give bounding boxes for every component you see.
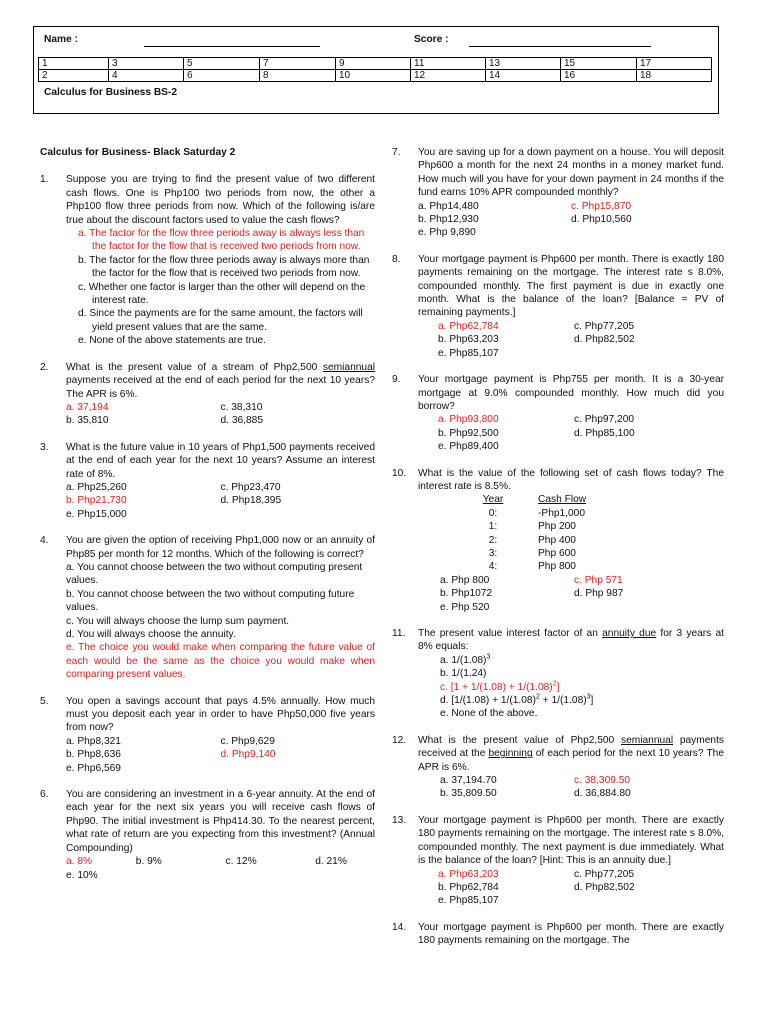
- question-11: [392, 627, 724, 721]
- option-c[interactable]: [440, 681, 724, 694]
- exponent: 3: [486, 653, 491, 661]
- underlined-term: semiannual: [620, 734, 674, 746]
- exponent: 2: [536, 693, 540, 701]
- option-e[interactable]: e. Php 520: [440, 601, 490, 613]
- name-field-line[interactable]: [144, 46, 320, 47]
- table-row: [448, 560, 628, 573]
- question-number: 3.: [40, 441, 49, 453]
- left-column: [40, 146, 375, 895]
- score-grid-row-odd: [39, 58, 712, 70]
- option-a[interactable]: a. 8%: [66, 856, 93, 868]
- option-d[interactable]: d. 21%: [315, 856, 347, 868]
- option-a[interactable]: a. Php 800: [440, 574, 490, 586]
- question-7: [392, 146, 724, 240]
- underlined-term: beginning: [488, 748, 533, 760]
- question-12: [392, 734, 724, 801]
- grid-cell: 17: [637, 58, 712, 70]
- bracket: ]: [556, 681, 560, 693]
- option-c[interactable]: c. Php77,205: [574, 868, 635, 880]
- header-box: [33, 26, 719, 114]
- question-text: What is the value of the following set of cash flows today? The interest rate is 8.5%.: [418, 467, 724, 492]
- question-number: 12.: [392, 734, 407, 746]
- text-part: of each period for the next 10 years? The APR is 6%.: [418, 748, 724, 773]
- question-1: [40, 173, 375, 347]
- option-a[interactable]: a. 37,194: [66, 401, 109, 413]
- text-part: The present value interest factor of an: [418, 628, 603, 639]
- text-part: for 3 years at 8% equals:: [418, 628, 724, 653]
- option-text: a. 1/(1.08): [440, 654, 487, 666]
- options: [66, 855, 375, 882]
- option-b[interactable]: b. Php12,930: [418, 214, 479, 226]
- option-c[interactable]: c. Php23,470: [220, 481, 281, 493]
- question-text: [418, 627, 724, 654]
- grid-cell: 11: [411, 58, 486, 70]
- question-5: [40, 695, 375, 775]
- question-number: 14.: [392, 921, 407, 933]
- option-d[interactable]: d. Php85,100: [574, 427, 635, 439]
- question-number: 11.: [392, 628, 406, 639]
- year-header: Year: [482, 494, 504, 506]
- option-b[interactable]: b. 1/(1.24): [440, 668, 487, 680]
- score-grid: [38, 57, 712, 82]
- grid-cell: 3: [109, 58, 184, 70]
- table-row: [448, 520, 628, 533]
- grid-cell: 18: [637, 70, 712, 82]
- flow-cell: Php 600: [538, 547, 576, 559]
- question-number: 10.: [392, 467, 407, 479]
- option-c[interactable]: c. Php97,200: [574, 414, 635, 426]
- option-c[interactable]: c. Php77,205: [574, 320, 635, 332]
- option-a[interactable]: [440, 654, 724, 667]
- option-b[interactable]: b. Php8,636: [66, 749, 121, 761]
- question-number: 6.: [40, 789, 49, 801]
- options: [440, 774, 724, 801]
- text-part: payments received at the: [418, 734, 725, 760]
- options: [438, 413, 724, 453]
- option-b[interactable]: b. Php1072: [440, 588, 493, 600]
- option-c[interactable]: c. 12%: [225, 856, 257, 868]
- grid-cell: 10: [336, 70, 411, 82]
- grid-cell: 2: [39, 70, 109, 82]
- underlined-term: annuity due: [602, 628, 657, 639]
- option-b[interactable]: b. Php63,203: [438, 334, 499, 346]
- grid-cell: 8: [260, 70, 336, 82]
- course-label: Calculus for Business BS-2: [44, 87, 178, 98]
- option-e[interactable]: e. Php85,107: [438, 895, 499, 907]
- table-row: [448, 534, 628, 547]
- right-column: [392, 146, 724, 961]
- question-text: You open a savings account that pays 4.5% annually. How much must you deposit each year in order to have Php50,000 five years from now?: [66, 695, 375, 734]
- bracket: ]: [590, 695, 594, 707]
- options: [440, 654, 724, 721]
- option-d[interactable]: d. 36,884.80: [574, 788, 631, 800]
- option-d[interactable]: d. Since the payments are for the same amount, the factors will yield present values that are the same.: [78, 308, 363, 333]
- option-text: + 1/(1.08): [539, 695, 587, 707]
- options: [438, 320, 724, 360]
- option-c[interactable]: c. 38,309.50: [574, 775, 631, 787]
- question-text: Your mortgage payment is Php600 per month. There are exactly 180 payments remaining on the mortgage. The interest rate s 8.0%, compounded monthly. The next payment is due immediately. What is the balance of the loan? [Hint: This is an annuity due.]: [418, 814, 724, 867]
- question-text: Your mortgage payment is Php755 per month. It is a 30-year mortgage at 9.0% compounded monthly. How much did you borrow?: [418, 374, 724, 412]
- question-6: [40, 788, 375, 882]
- option-b[interactable]: b. 35,810: [66, 415, 109, 427]
- option-b[interactable]: b. Php92,500: [438, 427, 499, 439]
- grid-cell: 1: [39, 58, 109, 70]
- grid-cell: 5: [184, 58, 260, 70]
- option-b[interactable]: b. Php62,784: [438, 881, 499, 893]
- option-text: c. [1 + 1/(1.08) + 1/(1.08): [440, 681, 553, 693]
- flow-cell: Php 800: [538, 561, 576, 573]
- option-a[interactable]: a. The factor for the flow three periods away is always less than the factor for the flow that is received two periods from now.: [78, 228, 365, 253]
- flow-cell: Php 200: [538, 521, 576, 533]
- text-part: payments received at the end of each period for the next 10 years? The APR is 6%.: [66, 375, 375, 400]
- question-number: 7.: [392, 147, 401, 158]
- option-e[interactable]: e. None of the above.: [440, 708, 538, 720]
- question-number: 13.: [392, 814, 407, 826]
- cash-flow-table: [448, 493, 628, 573]
- text-part: What is the present value of Php2,500: [418, 734, 621, 746]
- underlined-term: semiannual: [322, 361, 375, 373]
- grid-cell: 15: [561, 58, 637, 70]
- question-text: What is the future value in 10 years of Php1,500 payments received at the end of each year for the next 10 years? Assume an interest rate of 8%.: [66, 441, 375, 480]
- option-d[interactable]: d. Php82,502: [574, 881, 635, 893]
- option-e[interactable]: e. Php 9,890: [418, 227, 476, 239]
- option-c[interactable]: c. You will always choose the lump sum payment.: [66, 615, 290, 627]
- option-c[interactable]: c. 38,310: [220, 401, 263, 413]
- option-d[interactable]: d. Php10,560: [571, 214, 632, 226]
- cash-flow-header: Cash Flow: [538, 494, 587, 506]
- question-2: [40, 361, 375, 428]
- option-e[interactable]: e. Php85,107: [438, 347, 499, 359]
- options: [418, 200, 724, 240]
- option-c[interactable]: c. Php15,870: [571, 200, 632, 212]
- flow-cell: -Php1,000: [538, 507, 586, 519]
- option-e[interactable]: e. Php6,569: [66, 762, 121, 774]
- option-a[interactable]: a. 37,194.70: [440, 775, 497, 787]
- name-label: Name :: [44, 34, 78, 45]
- grid-cell: 14: [486, 70, 561, 82]
- option-b[interactable]: b. The factor for the flow three periods away is always more than the factor for the flow that is received two periods from now.: [78, 254, 370, 280]
- question-14: [392, 921, 724, 948]
- question-text: Your mortgage payment is Php600 per month. There is exactly 180 payments remaining on the mortgage. The interest rate s 8.0%, compounded monthly. The first payment is due in exactly one month. What is the balance of the loan? [Balance = PV of remaining payments.]: [418, 253, 724, 319]
- table-row: [448, 547, 628, 560]
- table-header-row: [448, 493, 628, 506]
- flow-cell: Php 400: [538, 534, 576, 546]
- option-b[interactable]: b. 35,809.50: [440, 788, 497, 800]
- option-e[interactable]: e. The choice you would make when comparing the future value of each would be the same as the choice you would make when comparing present values.: [66, 642, 375, 681]
- option-e[interactable]: e. 10%: [66, 869, 98, 881]
- question-text: Your mortgage payment is Php600 per month. There are exactly 180 payments remaining on the mortgage. The: [418, 921, 724, 947]
- option-d[interactable]: d. Php 987: [574, 588, 624, 600]
- question-text: You are saving up for a down payment on a house. You will deposit Php600 a month for the next 24 months in a money market fund. How much will you have for your down payment in 24 months if the fund earns 10% APR compounded monthly?: [418, 147, 724, 199]
- table-row: [448, 507, 628, 520]
- question-number: 4.: [40, 535, 49, 547]
- exponent: 3: [586, 693, 591, 701]
- year-cell: 3:: [488, 547, 498, 559]
- year-cell: 4:: [488, 561, 498, 573]
- option-d[interactable]: d. You will always choose the annuity.: [66, 629, 236, 640]
- grid-cell: 16: [561, 70, 637, 82]
- option-a[interactable]: a. Php25,260: [66, 481, 127, 493]
- question-number: 5.: [40, 695, 49, 707]
- question-10: [392, 467, 724, 614]
- question-8: [392, 253, 724, 360]
- grid-cell: 4: [109, 70, 184, 82]
- options: [440, 574, 724, 614]
- options: [66, 561, 375, 682]
- question-number: 9.: [392, 374, 401, 386]
- grid-cell: 12: [411, 70, 486, 82]
- option-c[interactable]: c. Whether one factor is larger than the other will depend on the interest rate.: [78, 281, 366, 307]
- option-b[interactable]: b. You cannot choose between the two without computing future values.: [66, 588, 355, 614]
- option-d[interactable]: d. 36,885: [220, 415, 263, 427]
- question-number: 1.: [40, 174, 49, 186]
- options: [66, 227, 375, 348]
- header-row: [44, 33, 704, 49]
- option-c[interactable]: c. Php 571: [574, 574, 623, 586]
- question-9: [392, 373, 724, 453]
- option-a[interactable]: a. Php8,321: [66, 735, 121, 747]
- options: [66, 401, 375, 428]
- question-number: 2.: [40, 361, 49, 373]
- options: [66, 735, 375, 775]
- exponent: 2: [552, 680, 557, 688]
- options: [66, 481, 375, 521]
- option-d[interactable]: d. Php9,140: [220, 749, 276, 761]
- question-4: [40, 534, 375, 681]
- question-text: [66, 361, 375, 401]
- option-b[interactable]: b. 9%: [135, 856, 162, 868]
- options: [438, 868, 724, 908]
- year-cell: 0:: [488, 507, 498, 519]
- option-a[interactable]: a. Php62,784: [438, 320, 499, 332]
- score-field-line[interactable]: [469, 46, 651, 47]
- grid-cell: 7: [260, 58, 336, 70]
- option-c[interactable]: c. Php9,629: [220, 735, 275, 747]
- option-e[interactable]: e. Php89,400: [438, 441, 499, 453]
- option-b[interactable]: b. Php21,730: [66, 495, 127, 507]
- option-text: d. [1/(1.08) + 1/(1.08): [440, 695, 536, 707]
- year-cell: 1:: [488, 521, 498, 533]
- year-cell: 2:: [488, 534, 498, 546]
- question-number: 8.: [392, 253, 401, 265]
- question-3: [40, 441, 375, 521]
- question-text: [418, 734, 724, 774]
- question-text: Suppose you are trying to find the present value of two different cash flows. One is Php100 two periods from now, the other a Php100 flow three periods from now. Which of the following is/are true about the discount factors used to value the cash flows?: [66, 174, 375, 226]
- option-d[interactable]: d. Php82,502: [574, 334, 635, 346]
- section-title: Calculus for Business- Black Saturday 2: [40, 147, 236, 158]
- option-d[interactable]: d. Php18,395: [220, 495, 282, 507]
- question-13: [392, 814, 724, 908]
- score-grid-row-even: [39, 70, 712, 82]
- option-a[interactable]: a. You cannot choose between the two without computing present values.: [66, 561, 363, 587]
- grid-cell: 9: [336, 58, 411, 70]
- option-d[interactable]: [440, 694, 724, 707]
- option-a[interactable]: a. Php93,800: [438, 414, 499, 426]
- option-a[interactable]: a. Php14,480: [418, 200, 479, 212]
- text-part: What is the present value of a stream of Php2,500: [66, 361, 323, 373]
- score-label: Score :: [414, 34, 449, 45]
- option-a[interactable]: a. Php63,203: [438, 868, 499, 880]
- question-text: You are considering an investment in a 6-year annuity. At the end of each year for the next six years you will receive cash flows of Php90. The initial investment is Php414.30. To the nearest percent, what rate of return are you expecting from this investment? (Annual Compounding): [66, 789, 375, 854]
- option-e[interactable]: e. Php15,000: [66, 508, 127, 520]
- grid-cell: 13: [486, 58, 561, 70]
- option-e[interactable]: e. None of the above statements are true.: [78, 335, 267, 347]
- question-text: You are given the option of receiving Php1,000 now or an annuity of Php85 per month for 12 months. Which of the following is correct?: [66, 535, 375, 560]
- grid-cell: 6: [184, 70, 260, 82]
